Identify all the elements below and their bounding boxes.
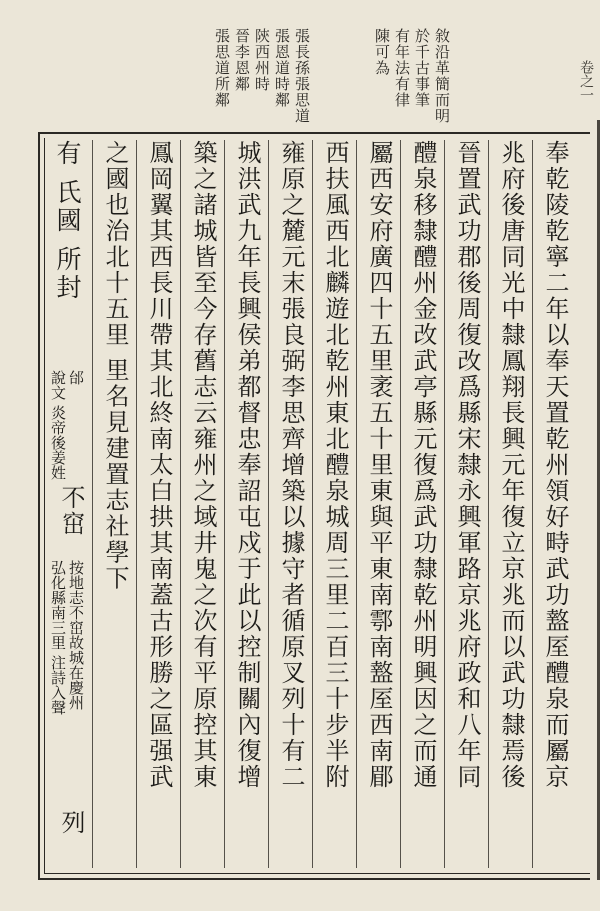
text-column: 雍原之麓元末張良弼李思齊增築以據守者循原叉列十有二 [277,140,305,790]
text-column: 奉乾陵乾寧二年以奉天置乾州領好畤武功盩厔醴泉而屬京 [541,140,569,790]
header-note: 晉李恩鄰 [233,28,251,92]
text-column: 築之諸城皆至今存舊志云雍州之域井鬼之次有平原控其東 [189,140,217,790]
text-column: 晉置武功郡後周復改爲縣宋隸永興軍路京兆府政和八年同 [453,140,481,790]
small-note: 不窋 [57,485,85,537]
small-note: 列 [57,810,85,836]
column-rule [180,140,181,868]
column-rule [444,140,445,868]
annotation-block [50,370,88,870]
column-rule [356,140,357,868]
text-column: 城洪武九年長興侯弟都督忠奉詔屯戍于此以控制關內復增 [233,140,261,790]
column-rule [312,140,313,868]
header-note: 陳可為 [373,28,391,76]
text-column: 兆府後唐同光中隸鳳翔長興元年復立京兆而以武功隸焉後 [497,140,525,790]
column-rule [532,140,533,868]
text-column: 有 氏國 所封 [53,140,82,302]
text-column: 屬西安府廣四十五里袤五十里東與平東南鄠南盩厔西南郿 [365,140,393,790]
column-rule [488,140,489,868]
column-rule [224,140,225,868]
header-note: 有年法有律 [393,28,411,108]
small-note: 邰 [67,370,85,385]
header-note: 陝西州時 [253,28,271,92]
header-note: 張思道所鄰 [213,28,231,108]
chapter-label: 卷之一 [578,60,594,102]
column-rule [92,140,93,868]
header-note: 於千古事筆 [413,28,431,108]
header-note: 敘沿革簡而明 [433,28,451,124]
small-note: 弘化縣南三里 注詩入聲 [49,560,67,715]
header-notes [0,28,600,128]
header-note: 張長孫張思道 [293,28,311,124]
text-column: 西扶風西北麟遊北乾州東北醴泉城周三里二百三十步半附 [321,140,349,790]
text-column: 鳳岡翼其西長川帶其北終南太白拱其南蓋古形勝之區强武 [145,140,173,790]
small-note: 按地志不窋故城在慶州 [67,560,85,710]
text-column: 醴泉移隸醴州金改武亭縣元復爲武功隸乾州明興因之而通 [409,140,437,790]
column-rule [400,140,401,868]
text-column: 之國也治北十五里 里名見建置志社學下 [101,140,129,592]
column-rule [268,140,269,868]
small-note: 說文 炎帝後姜姓 [49,370,67,480]
column-rule [136,140,137,868]
header-note: 張恩道時鄰 [273,28,291,108]
